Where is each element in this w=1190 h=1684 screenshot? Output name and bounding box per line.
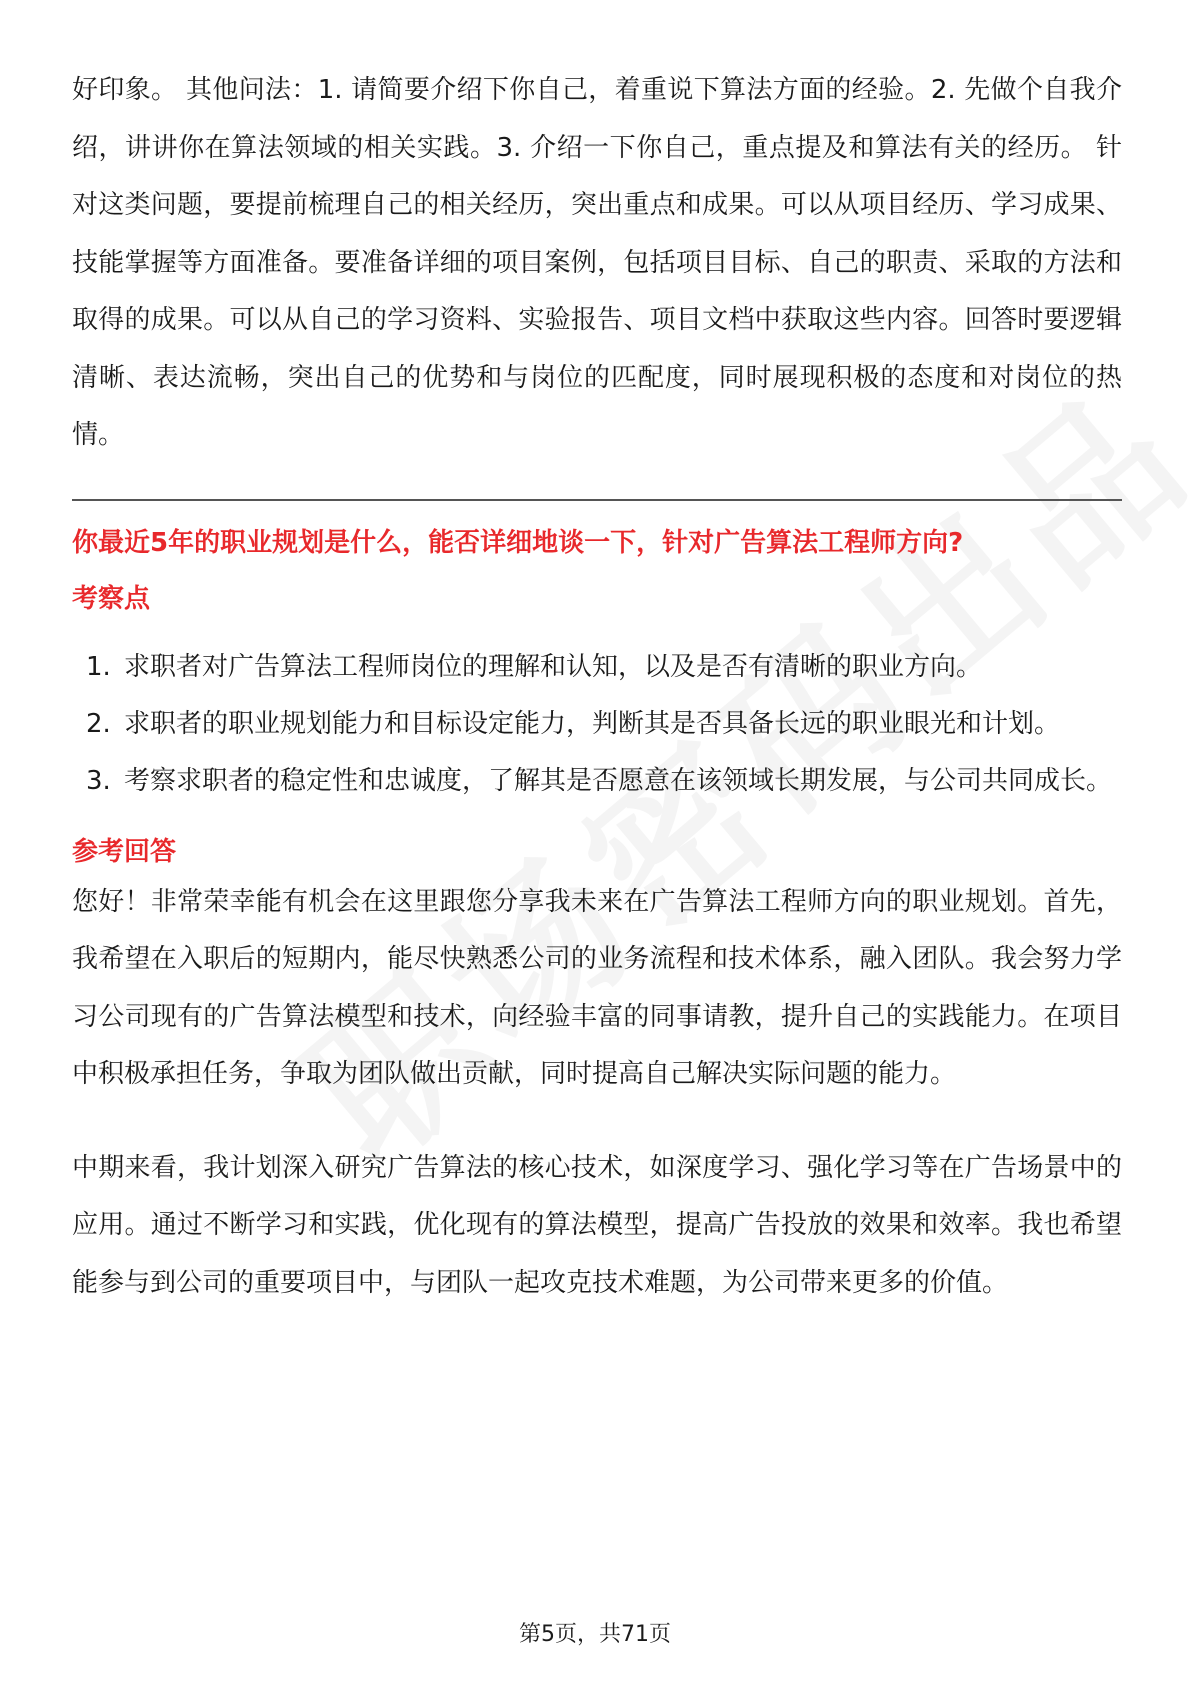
page-content xyxy=(72,62,1122,1312)
list-item-text: 求职者的职业规划能力和目标设定能力，判断其是否具备长远的职业眼光和计划。 xyxy=(124,708,1061,739)
section-divider xyxy=(72,499,1122,501)
exam-points-title: 考察点 xyxy=(72,583,151,614)
list-item xyxy=(72,639,1122,696)
list-item-number: 1. xyxy=(86,651,111,682)
question-heading: 你最近5年的职业规划是什么，能否详细地谈一下，针对广告算法工程师方向? xyxy=(72,527,964,558)
exam-points-list xyxy=(72,639,1122,810)
list-item xyxy=(72,696,1122,753)
answer-paragraph: 您好！非常荣幸能有机会在这里跟您分享我未来在广告算法工程师方向的职业规划。首先，我希望在入职后的短期内，能尽快熟悉公司的业务流程和技术体系，融入团队。我会努力学习公司现有的广告算法模型和技术，向经验丰富的同事请教，提升自己的实践能力。在项目中积极承担任务，争取为团队做出贡献，同时提高自己解决实际问题的能力。 xyxy=(72,886,1122,1089)
list-item xyxy=(72,753,1122,810)
list-item-number: 2. xyxy=(86,708,111,739)
list-item-text: 求职者对广告算法工程师岗位的理解和认知，以及是否有清晰的职业方向。 xyxy=(124,651,983,682)
answer-title: 参考回答 xyxy=(72,836,177,867)
page-footer: 第5页，共71页 xyxy=(519,1622,671,1647)
list-item-text: 考察求职者的稳定性和忠诚度，了解其是否愿意在该领域长期发展，与公司共同成长。 xyxy=(124,765,1113,796)
list-item-number: 3. xyxy=(86,765,111,796)
answer-paragraph: 中期来看，我计划深入研究广告算法的核心技术，如深度学习、强化学习等在广告场景中的应用。通过不断学习和实践，优化现有的算法模型，提高广告投放的效果和效率。我也希望能参与到公司的重要项目中，与团队一起攻克技术难题，为公司带来更多的价值。 xyxy=(72,1152,1122,1298)
intro-paragraph: 好印象。 其他问法：1. 请简要介绍下你自己，着重说下算法方面的经验。2. 先做个自我介绍，讲讲你在算法领域的相关实践。3. 介绍一下你自己，重点提及和算法有关的经历。 针对这类问题，要提前梳理自己的相关经历，突出重点和成果。可以从项目经历、学习成果、技能掌握等方面准备。要准备详细的项目案例，包括项目目标、自己的职责、采取的方法和取得的成果。可以从自己的学习资料、实验报告、项目文档中获取这些内容。回答时要逻辑清晰、表达流畅，突出自己的优势和与岗位的匹配度，同时展现积极的态度和对岗位的热情。 xyxy=(72,75,1122,450)
